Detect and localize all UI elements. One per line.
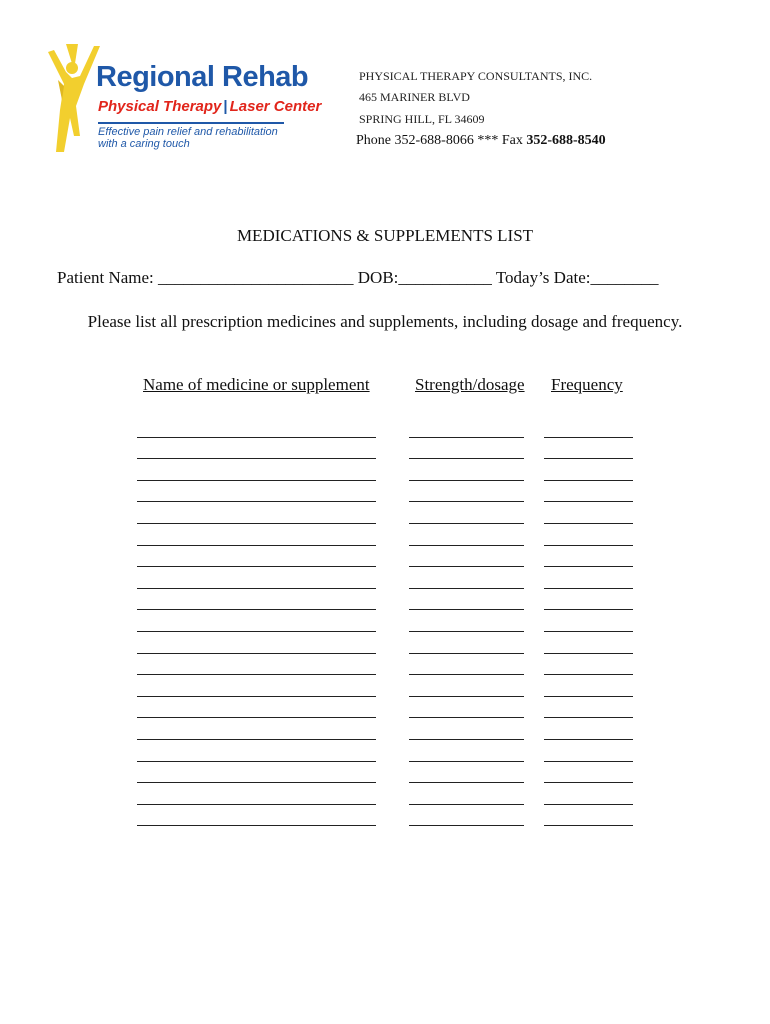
frequency-blank-line[interactable] — [544, 825, 633, 826]
strength-blank-line[interactable] — [409, 523, 524, 524]
frequency-blank-line[interactable] — [544, 588, 633, 589]
phone-label: Phone — [356, 133, 391, 148]
medication-row — [0, 420, 770, 442]
medication-row — [0, 701, 770, 723]
name-blank-line[interactable] — [137, 674, 376, 675]
strength-blank-line[interactable] — [409, 609, 524, 610]
frequency-blank-line[interactable] — [544, 674, 633, 675]
frequency-blank-line[interactable] — [544, 523, 633, 524]
strength-blank-line[interactable] — [409, 782, 524, 783]
frequency-blank-line[interactable] — [544, 717, 633, 718]
company-city: SPRING HILL, FL 34609 — [359, 112, 485, 126]
frequency-blank-line[interactable] — [544, 566, 633, 567]
medication-row — [0, 679, 770, 701]
medication-row — [0, 636, 770, 658]
column-header-frequency: Frequency — [551, 375, 623, 394]
medication-row — [0, 571, 770, 593]
medication-row — [0, 722, 770, 744]
strength-blank-line[interactable] — [409, 674, 524, 675]
name-blank-line[interactable] — [137, 545, 376, 546]
strength-blank-line[interactable] — [409, 588, 524, 589]
frequency-blank-line[interactable] — [544, 804, 633, 805]
strength-blank-line[interactable] — [409, 566, 524, 567]
logo-tagline-line-2: with a caring touch — [98, 138, 190, 150]
frequency-blank-line[interactable] — [544, 437, 633, 438]
name-blank-line[interactable] — [137, 782, 376, 783]
strength-blank-line[interactable] — [409, 480, 524, 481]
strength-blank-line[interactable] — [409, 739, 524, 740]
phone-number: 352-688-8066 — [394, 133, 474, 148]
name-blank-line[interactable] — [137, 523, 376, 524]
medication-row — [0, 442, 770, 464]
name-blank-line[interactable] — [137, 501, 376, 502]
strength-blank-line[interactable] — [409, 653, 524, 654]
company-street: 465 MARINER BLVD — [359, 90, 470, 104]
frequency-blank-line[interactable] — [544, 782, 633, 783]
medication-row — [0, 550, 770, 572]
frequency-blank-line[interactable] — [544, 631, 633, 632]
frequency-blank-line[interactable] — [544, 761, 633, 762]
name-blank-line[interactable] — [137, 480, 376, 481]
frequency-blank-line[interactable] — [544, 653, 633, 654]
patient-info-line: Patient Name: _______________________ DOB:___________ Today’s Date:________ — [57, 268, 659, 287]
medication-row — [0, 463, 770, 485]
medication-row — [0, 744, 770, 766]
separator-stars: *** — [477, 133, 499, 148]
name-blank-line[interactable] — [137, 631, 376, 632]
fax-number: 352-688-8540 — [526, 133, 606, 148]
column-header-name: Name of medicine or supplement — [143, 375, 370, 394]
logo-brand-name: Regional Rehab — [96, 61, 309, 93]
frequency-blank-line[interactable] — [544, 609, 633, 610]
frequency-blank-line[interactable] — [544, 545, 633, 546]
name-blank-line[interactable] — [137, 739, 376, 740]
name-blank-line[interactable] — [137, 609, 376, 610]
logo-service-laser-center: Laser Center — [229, 98, 322, 115]
name-blank-line[interactable] — [137, 588, 376, 589]
frequency-blank-line[interactable] — [544, 501, 633, 502]
strength-blank-line[interactable] — [409, 717, 524, 718]
name-blank-line[interactable] — [137, 653, 376, 654]
medication-row — [0, 766, 770, 788]
medication-row — [0, 485, 770, 507]
frequency-blank-line[interactable] — [544, 696, 633, 697]
strength-blank-line[interactable] — [409, 696, 524, 697]
logo-service-physical-therapy: Physical Therapy — [98, 98, 222, 115]
name-blank-line[interactable] — [137, 437, 376, 438]
name-blank-line[interactable] — [137, 717, 376, 718]
medication-row — [0, 658, 770, 680]
strength-blank-line[interactable] — [409, 501, 524, 502]
name-blank-line[interactable] — [137, 761, 376, 762]
name-blank-line[interactable] — [137, 696, 376, 697]
medication-row — [0, 614, 770, 636]
medication-row — [0, 528, 770, 550]
strength-blank-line[interactable] — [409, 631, 524, 632]
company-name: PHYSICAL THERAPY CONSULTANTS, INC. — [359, 69, 593, 83]
name-blank-line[interactable] — [137, 458, 376, 459]
name-blank-line[interactable] — [137, 566, 376, 567]
strength-blank-line[interactable] — [409, 458, 524, 459]
logo-tagline-line-1: Effective pain relief and rehabilitation — [98, 126, 278, 138]
medication-row — [0, 593, 770, 615]
frequency-blank-line[interactable] — [544, 458, 633, 459]
name-blank-line[interactable] — [137, 804, 376, 805]
frequency-blank-line[interactable] — [544, 739, 633, 740]
column-header-strength: Strength/dosage — [415, 375, 525, 394]
name-blank-line[interactable] — [137, 825, 376, 826]
strength-blank-line[interactable] — [409, 825, 524, 826]
strength-blank-line[interactable] — [409, 804, 524, 805]
medication-row — [0, 809, 770, 831]
frequency-blank-line[interactable] — [544, 480, 633, 481]
form-instructions: Please list all prescription medicines and supplements, including dosage and frequency. — [87, 312, 683, 331]
logo-separator: | — [223, 98, 228, 115]
medication-row — [0, 506, 770, 528]
strength-blank-line[interactable] — [409, 545, 524, 546]
medication-row — [0, 787, 770, 809]
strength-blank-line[interactable] — [409, 437, 524, 438]
strength-blank-line[interactable] — [409, 761, 524, 762]
fax-label: Fax — [501, 133, 523, 148]
form-title: MEDICATIONS & SUPPLEMENTS LIST — [236, 226, 534, 245]
